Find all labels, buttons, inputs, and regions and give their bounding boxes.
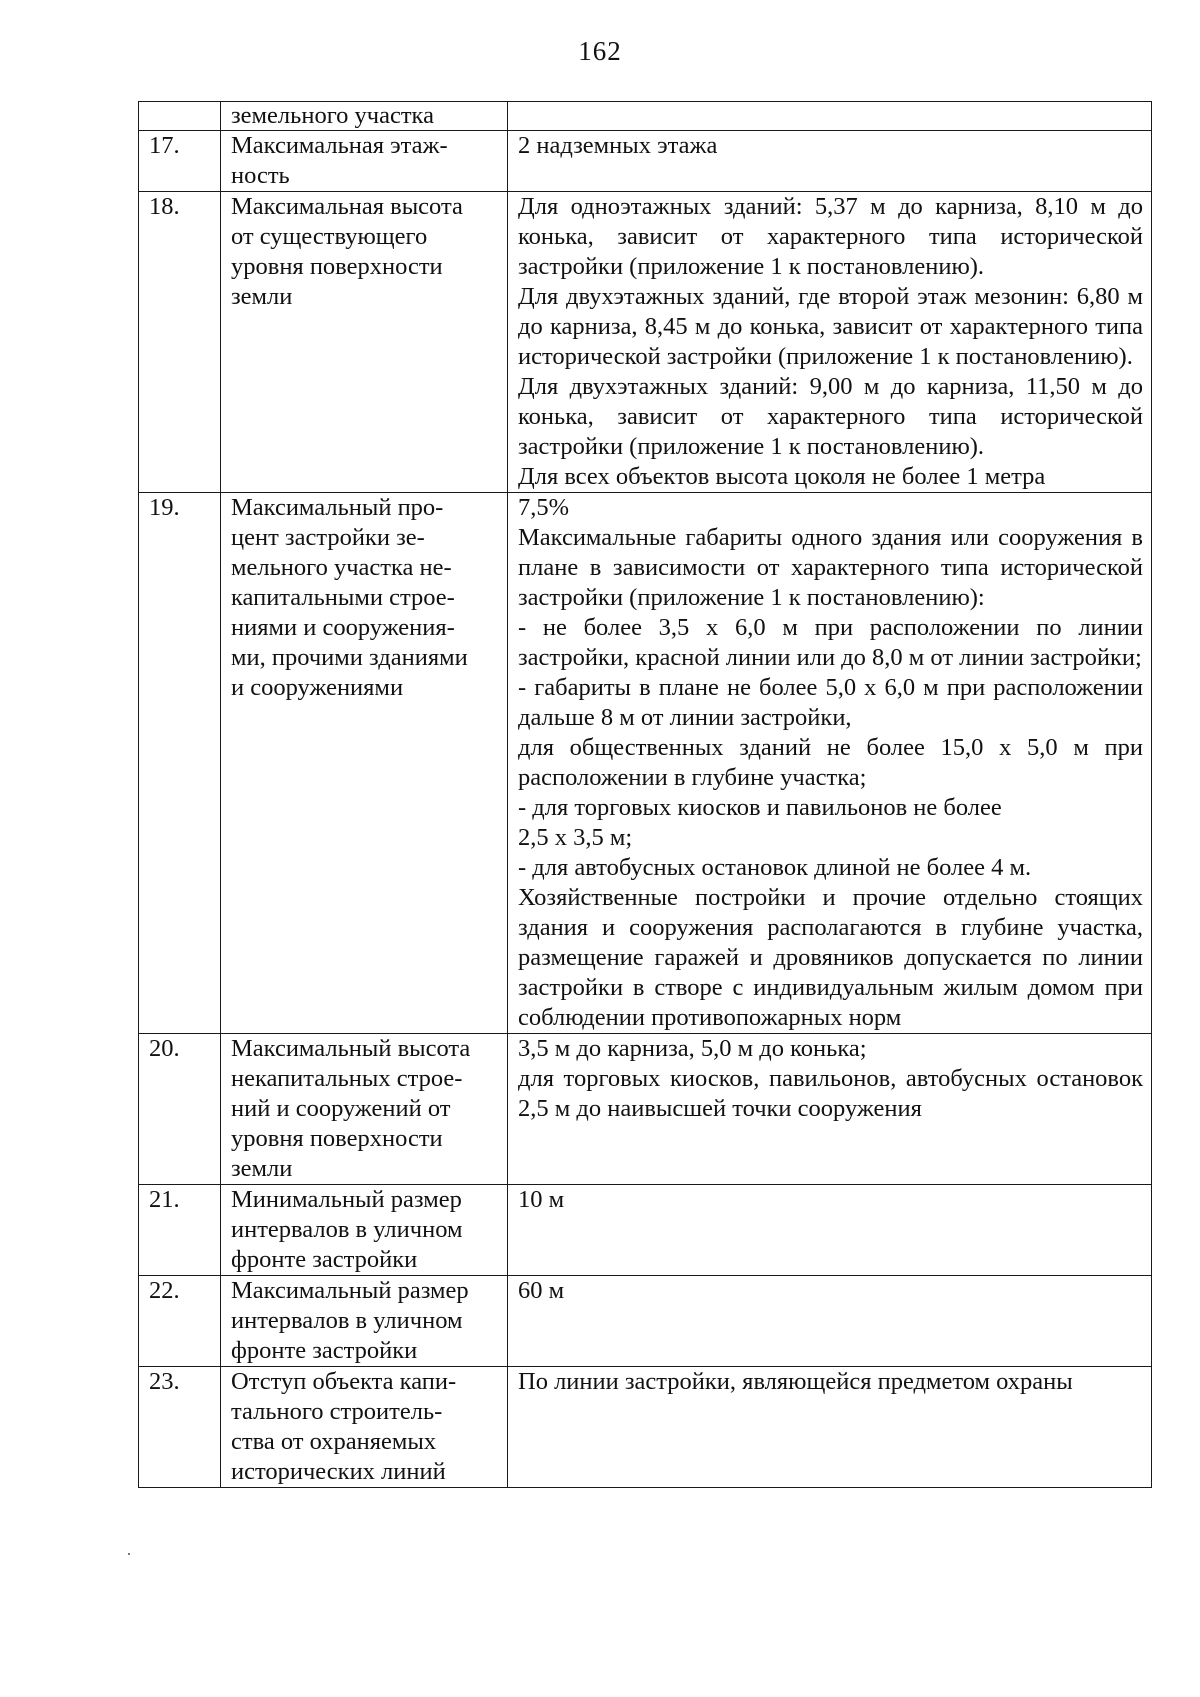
parameter-name-line: ний и сооружений от [231,1095,451,1122]
parameter-name-line: уровня поверхности [231,253,443,280]
parameter-name-line: ность [231,162,290,189]
parameter-name-line: тального строитель- [231,1398,443,1425]
parameter-value-paragraph: 60 м [518,1277,565,1304]
parameter-name-line: интервалов в уличном [231,1216,463,1243]
table-row [139,493,1152,1034]
table-row [139,192,1152,493]
parameter-name-line: Минимальный размер [231,1186,462,1213]
parameter-value-paragraph: Хозяйственные постройки и прочие отдельно стоящих здания и сооружения располагаются в глубине участка, размещение гаражей и дровяников допускается по линии застройки в створе с индивидуальным жилым домом при соблюдении противопожарных норм [518,884,1143,1031]
parameter-value-paragraph: - для торговых киосков и павильонов не более [518,794,1002,821]
parameter-value-paragraph: По линии застройки, являющейся предметом охраны [518,1368,1073,1395]
parameter-name-cell [221,1276,508,1367]
row-number: 21. [139,1185,221,1276]
parameter-name-line: исторических линий [231,1458,446,1485]
parameter-value-paragraph: Для всех объектов высота цоколя не более 1 метра [518,463,1046,490]
parameter-name-line: Максимальная этаж- [231,132,448,159]
parameter-name-cell [221,1034,508,1185]
table-row [139,1276,1152,1367]
parameter-name-cell [221,1367,508,1488]
parameter-value-cell [508,1367,1152,1488]
parameter-value-paragraph: - для автобусных остановок длиной не более 4 м. [518,854,1032,881]
parameter-name-line: земли [231,1155,293,1182]
parameter-name-line: Максимальный про- [231,494,444,521]
row-number: 20. [139,1034,221,1185]
parameter-value-paragraph: Для двухэтажных зданий: 9,00 м до карниза, 11,50 м до конька, зависит от характерного типа исторической застройки (приложение 1 к постановлению). [518,373,1143,460]
parameter-name-line: капитальными строе- [231,584,455,611]
parameter-name-line: Максимальная высота [231,193,463,220]
row-number: 23. [139,1367,221,1488]
parameter-value-cell [508,192,1152,493]
table-row [139,102,1152,131]
table-row [139,1034,1152,1185]
parameter-value-paragraph: 2 надземных этажа [518,132,718,159]
parameter-name-line: Максимальный размер [231,1277,469,1304]
parameter-value-paragraph: для общественных зданий не более 15,0 х 5,0 м при расположении в глубине участка; [518,734,1143,791]
parameter-name-line: земельного участка [231,102,434,129]
parameter-value-paragraph: Для одноэтажных зданий: 5,37 м до карниза, 8,10 м до конька, зависит от характерного типа исторической застройки (приложение 1 к постановлению). [518,193,1143,280]
parameter-value-paragraph: Максимальные габариты одного здания или сооружения в плане в зависимости от характерного типа исторической застройки (приложение 1 к постановлению): [518,524,1143,611]
parameter-name-line: ниями и сооружения- [231,614,455,641]
parameter-name-line: фронте застройки [231,1337,418,1364]
parameter-name-line: ми, прочими зданиями [231,644,468,671]
parameter-value-cell [508,1276,1152,1367]
row-number: 19. [139,493,221,1034]
parameter-value-paragraph: 3,5 м до карниза, 5,0 м до конька; [518,1035,867,1062]
table-body [139,102,1152,1488]
parameter-value-cell [508,1034,1152,1185]
parameter-value-cell [508,1185,1152,1276]
parameter-value-paragraph: 7,5% [518,494,570,521]
parameter-value-cell [508,493,1152,1034]
parameter-name-line: Максимальный высота [231,1035,471,1062]
parameter-value-paragraph: - габариты в плане не более 5,0 х 6,0 м при расположении дальше 8 м от линии застройки, [518,674,1143,731]
scan-mark [128,1553,130,1555]
parameter-name-cell [221,192,508,493]
parameter-value-paragraph: - не более 3,5 х 6,0 м при расположении по линии застройки, красной линии или до 8,0 м от линии застройки; [518,614,1143,671]
row-number [139,102,221,131]
parameter-name-line: ства от охраняемых [231,1428,437,1455]
parameter-name-cell [221,1185,508,1276]
parameter-name-line: цент застройки зе- [231,524,425,551]
parameter-value-cell [508,102,1152,131]
parameter-name-cell [221,493,508,1034]
parameter-value-paragraph: 2,5 х 3,5 м; [518,824,633,851]
parameter-name-cell [221,102,508,131]
parameter-name-line: некапитальных строе- [231,1065,463,1092]
parameter-name-line: интервалов в уличном [231,1307,463,1334]
parameter-name-line: земли [231,283,293,310]
parameter-value-paragraph: 10 м [518,1186,565,1213]
parameter-value-paragraph: Для двухэтажных зданий, где второй этаж мезонин: 6,80 м до карниза, 8,45 м до конька, зависит от характерного типа исторической застройки (приложение 1 к постановлению). [518,283,1143,370]
table-row [139,131,1152,192]
parameter-name-line: мельного участка не- [231,554,452,581]
page-number: 162 [578,36,622,66]
table-row [139,1185,1152,1276]
parameter-name-line: Отступ объекта капи- [231,1368,457,1395]
parameter-name-line: и сооружениями [231,674,404,701]
parameter-name-line: фронте застройки [231,1246,418,1273]
parameter-value-paragraph: для торговых киосков, павильонов, автобусных остановок 2,5 м до наивысшей точки сооружения [518,1065,1143,1122]
row-number: 17. [139,131,221,192]
row-number: 18. [139,192,221,493]
parameter-name-line: от существующего [231,223,428,250]
table-row [139,1367,1152,1488]
parameter-name-cell [221,131,508,192]
parameter-name-line: уровня поверхности [231,1125,443,1152]
regulations-table [138,101,1152,1488]
row-number: 22. [139,1276,221,1367]
parameter-value-cell [508,131,1152,192]
